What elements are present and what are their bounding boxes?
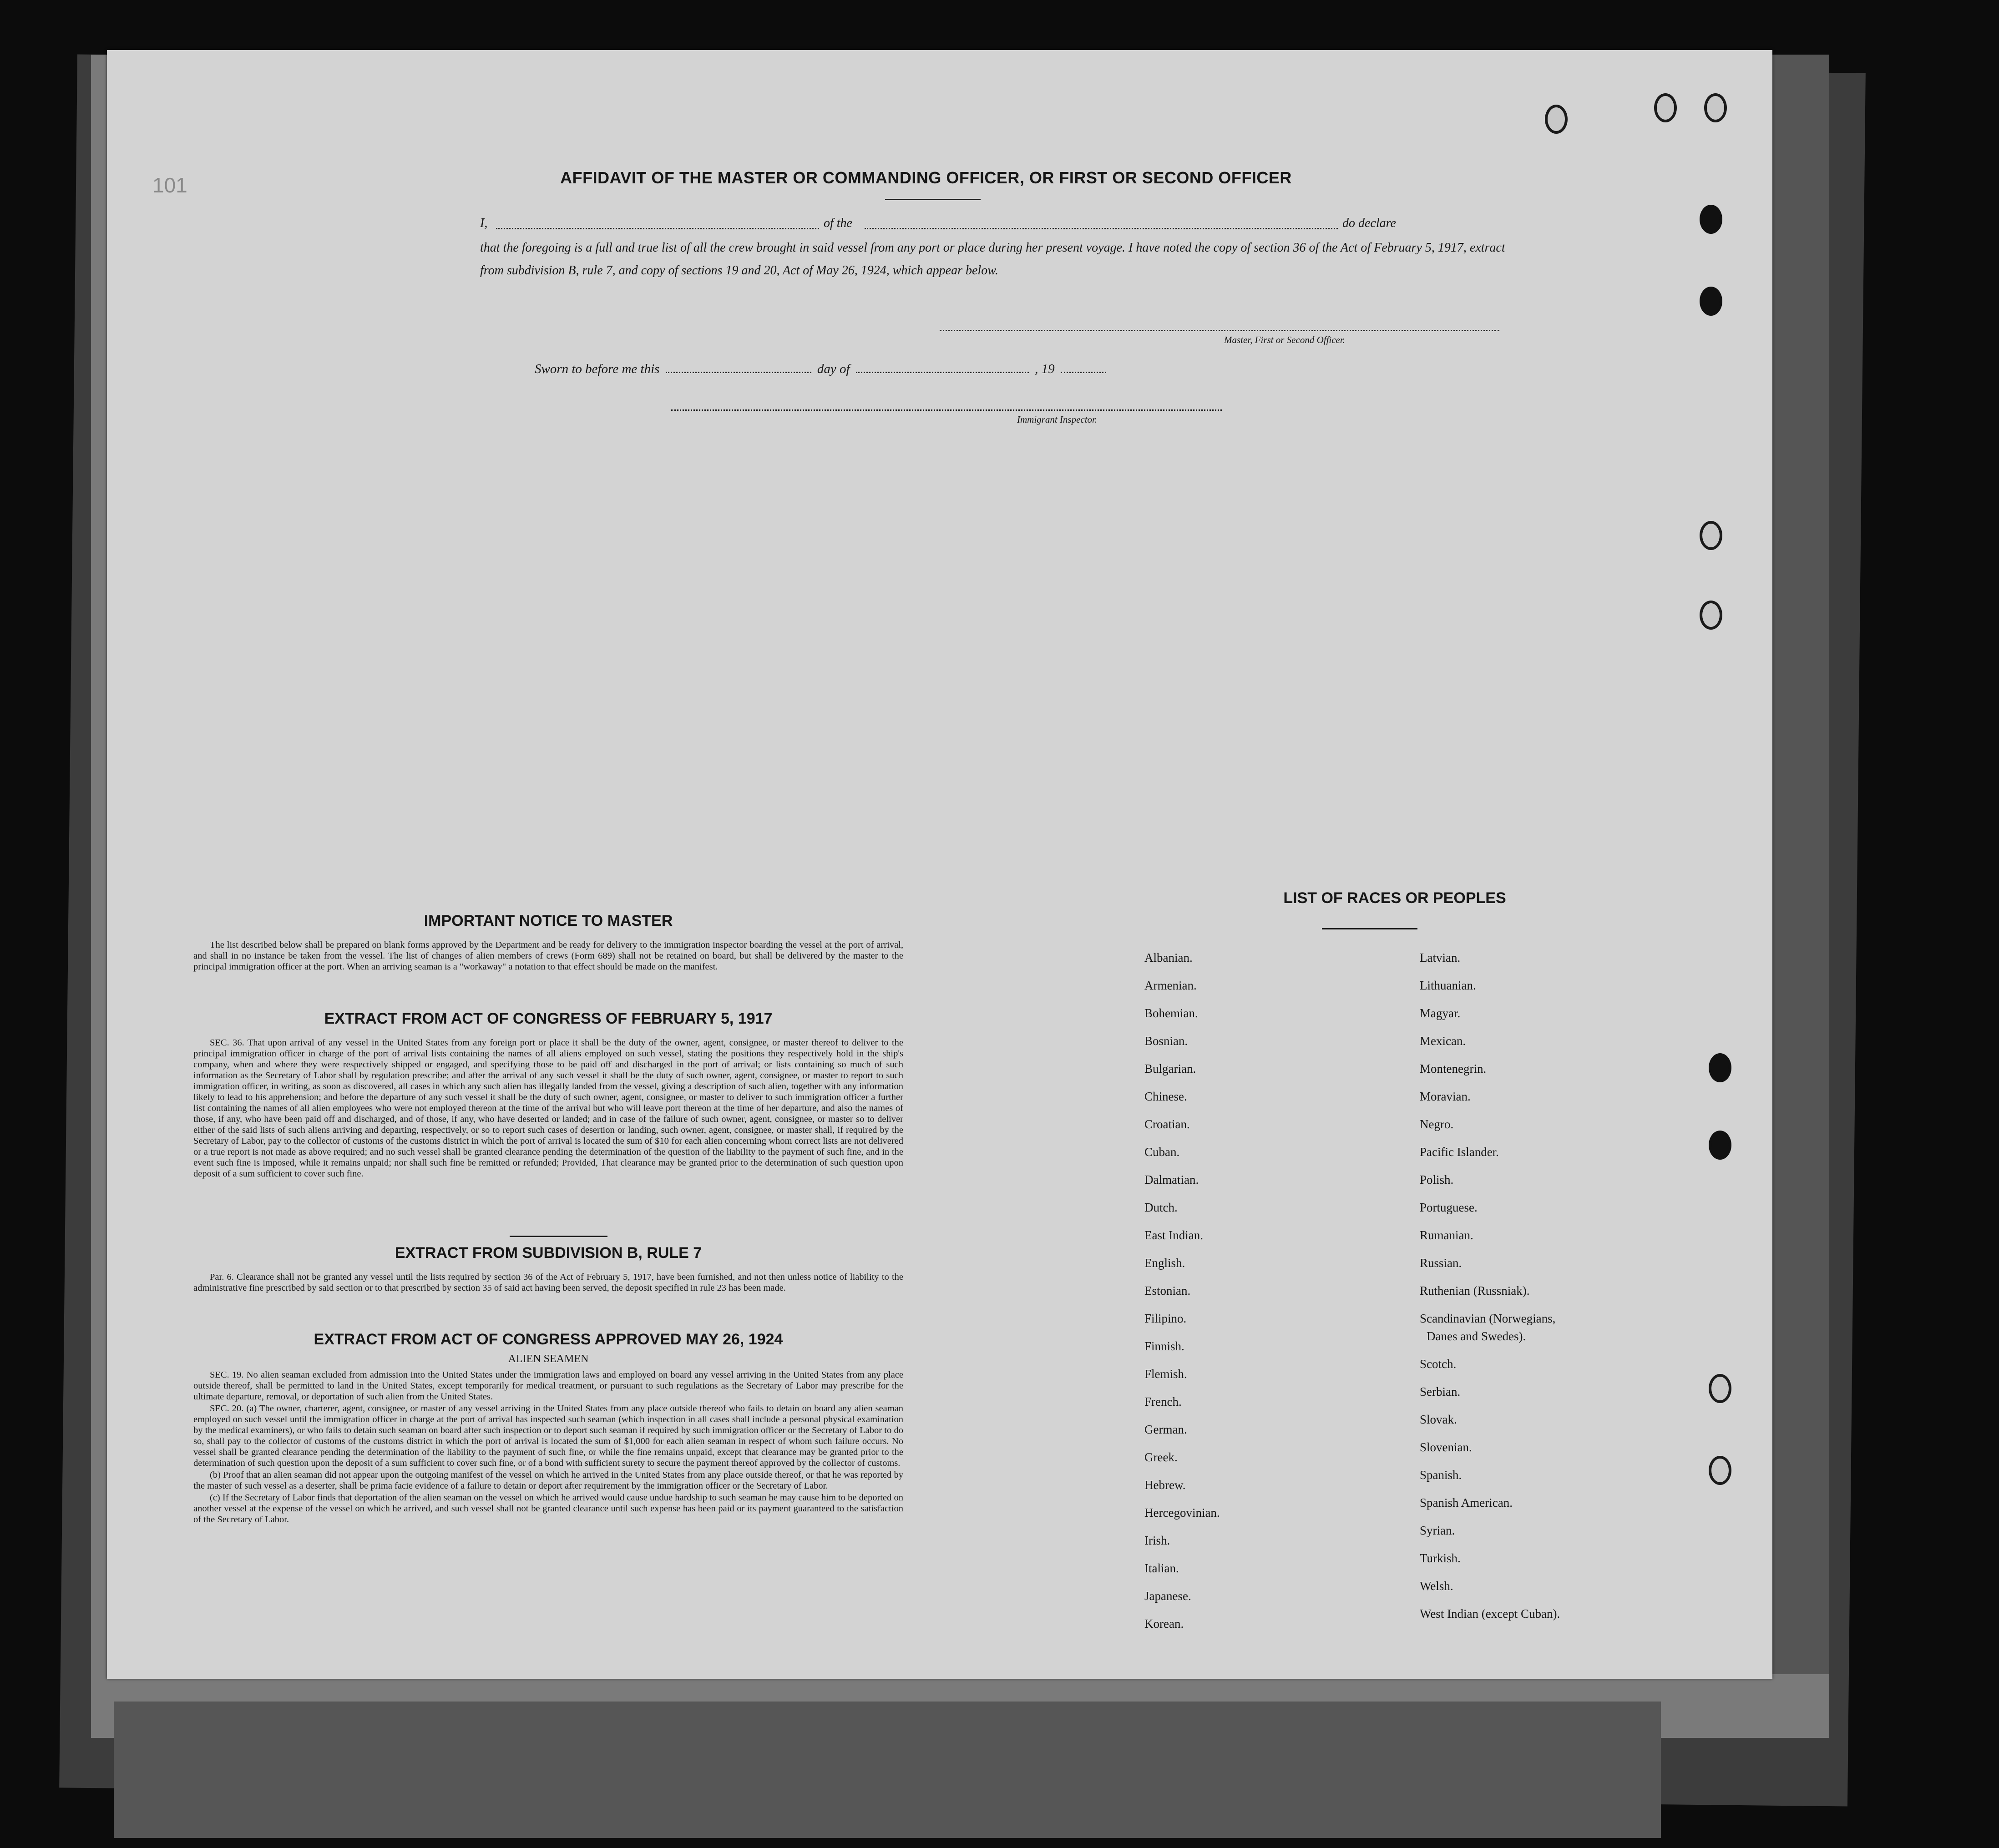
race-item: Syrian. xyxy=(1420,1524,1455,1537)
extract-1917-text xyxy=(193,1037,903,1180)
race-item: Dutch. xyxy=(1144,1201,1178,1214)
rule7-title: EXTRACT FROM SUBDIVISION B, RULE 7 xyxy=(395,1244,702,1262)
year-label: , 19 xyxy=(1035,362,1055,376)
race-item: German. xyxy=(1144,1423,1187,1436)
punch-hole xyxy=(1700,521,1722,550)
race-item: Flemish. xyxy=(1144,1367,1187,1381)
inspector-line[interactable] xyxy=(671,409,1222,411)
race-item: Portuguese. xyxy=(1420,1201,1478,1214)
background-paper-bottom xyxy=(114,1702,1661,1838)
race-item: Italian. xyxy=(1144,1561,1179,1575)
race-item: Hercegovinian. xyxy=(1144,1506,1220,1520)
race-item: Mexican. xyxy=(1420,1034,1466,1048)
race-item: Russian. xyxy=(1420,1256,1462,1270)
race-item: Serbian. xyxy=(1420,1385,1461,1399)
punch-hole xyxy=(1709,1456,1731,1485)
extract-1924-text xyxy=(193,1369,903,1526)
extract-1917-paragraph: SEC. 36. That upon arrival of any vessel in the United States from any foreign port or place it shall be the duty of the owner, agent, consignee, or master thereof to deliver to the principal immigration officer in charge of the port of arrival lists containing the names of all aliens employed on such vessel, stating the positions they respectively hold in the ship's company, when and where they were respectively shipped or engaged, and specifying those to be paid off and discharged in the port of arrival; or lists containing so much of such information as the Secretary of Labor shall by regulation prescribe; and after the arrival of any such vessel it shall be the duty of such owner, agent, consignee, or master to report to such immigration officer, in writing, as soon as discovered, all cases in which any such alien has illegally landed from the vessel, giving a description of such alien, together with any information likely to lead to his apprehension; and before the departure of any such vessel it shall be the duty of such owner, agent, consignee, or master to deliver to such immigration officer a further list containing the names of all alien employees who were not employed thereon at the time of the arrival but who will leave port thereon at the time of her departure, and also the names of those, if any, who have been paid off and discharged, and of those, if any, who have deserted or landed; and in case of the failure of such owner, agent, consignee, or master so to deliver either of the said lists of such aliens arriving and departing, respectively, or so to report such cases of desertion or landing, such owner, agent, consignee, or master shall, if required by the Secretary of Labor, pay to the collector of customs of the customs district in which the port of arrival is located the sum of $10 for each alien concerning whom correct lists are not delivered or a true report is not made as above required; and no such vessel shall be granted clearance pending the determination of the question of the liability to the payment of such fine, and in the event such fine is imposed, while it remains unpaid; nor shall such fine be remitted or refunded; Provided, That clearance may be granted prior to the determination of such question upon deposit of a sum sufficient to cover such fine. xyxy=(193,1038,903,1179)
race-item: Ruthenian (Russniak). xyxy=(1420,1284,1530,1298)
race-item: Armenian. xyxy=(1144,979,1197,992)
punch-hole xyxy=(1700,601,1722,630)
sec20c-paragraph: (c) If the Secretary of Labor finds that deportation of the alien seaman on the vessel on which he arrived would cause undue hardship to such seaman he may cause him to be deported on another vessel at the expense of the vessel on which he arrived, and such vessel shall not be granted clearance until such expense has been paid or its payment guaranteed to the satisfaction of the Secretary of Labor. xyxy=(193,1493,903,1525)
declaration-text: that the foregoing is a full and true list of all the crew brought in said vessel from any port or place during her present voyage. I have noted the copy of section 36 of the Act of February 5, 1917, extract from subdivision B, rule 7, and copy of sections 19 and 20, Act of May 26, 1924, which appear below. xyxy=(480,241,1505,278)
notice-paragraph: The list described below shall be prepared on blank forms approved by the Department and be ready for delivery to the immigration inspector boarding the vessel at the port of arrival, and shall in no instance be taken from the vessel. The list of changes of alien members of crews (Form 689) shall not be retained on board, but shall be delivered by the master to the principal immigration officer at the port. When an arriving seaman is a "workaway" a notation to that effect should be made on the manifest. xyxy=(193,940,903,972)
race-item: Welsh. xyxy=(1420,1579,1453,1593)
extract-1924-title: EXTRACT FROM ACT OF CONGRESS APPROVED MAY 26, 1924 xyxy=(314,1331,783,1348)
race-item: Irish. xyxy=(1144,1534,1170,1547)
race-item: Spanish American. xyxy=(1420,1496,1513,1510)
of-the-label: of the xyxy=(824,216,852,230)
sworn-row xyxy=(535,362,1106,377)
signature-line[interactable] xyxy=(940,330,1499,331)
punch-hole xyxy=(1700,287,1722,316)
race-item: Bosnian. xyxy=(1144,1034,1188,1048)
race-item: Croatian. xyxy=(1144,1117,1190,1131)
name-field[interactable] xyxy=(496,228,819,229)
section-rule xyxy=(510,1236,607,1237)
declare-label: do declare xyxy=(1342,216,1396,230)
race-item: Rumanian. xyxy=(1420,1228,1473,1242)
race-item: Latvian. xyxy=(1420,951,1461,964)
race-item: Bohemian. xyxy=(1144,1006,1198,1020)
month-field[interactable] xyxy=(856,372,1029,373)
race-item: Cuban. xyxy=(1144,1145,1180,1159)
race-item: Estonian. xyxy=(1144,1284,1191,1298)
race-item: Pacific Islander. xyxy=(1420,1145,1499,1159)
extract-1917-title: EXTRACT FROM ACT OF CONGRESS OF FEBRUARY 5, 1917 xyxy=(324,1010,773,1027)
race-item: Scotch. xyxy=(1420,1357,1457,1371)
race-item: Finnish. xyxy=(1144,1339,1184,1353)
race-item: Albanian. xyxy=(1144,951,1193,964)
sworn-text: Sworn to before me this xyxy=(535,362,660,376)
signature-label: Master, First or Second Officer. xyxy=(1224,334,1345,345)
race-item: Filipino. xyxy=(1144,1312,1187,1325)
notice-text xyxy=(193,939,903,973)
race-item: Spanish. xyxy=(1420,1468,1462,1482)
punch-hole xyxy=(1545,105,1568,134)
races-rule xyxy=(1322,928,1417,929)
race-item: Negro. xyxy=(1420,1117,1454,1131)
day-field[interactable] xyxy=(666,372,811,373)
race-item: Lithuanian. xyxy=(1420,979,1476,992)
punch-hole xyxy=(1709,1131,1731,1160)
day-of-label: day of xyxy=(817,362,850,376)
punch-hole xyxy=(1700,205,1722,234)
race-item: East Indian. xyxy=(1144,1228,1203,1242)
race-item: Danes and Swedes). xyxy=(1427,1329,1526,1343)
inspector-label: Immigrant Inspector. xyxy=(1017,414,1098,425)
race-item: Polish. xyxy=(1420,1173,1454,1187)
punch-hole xyxy=(1709,1053,1731,1082)
race-item: Hebrew. xyxy=(1144,1478,1186,1492)
notice-title: IMPORTANT NOTICE TO MASTER xyxy=(424,912,673,929)
punch-hole xyxy=(1709,1374,1731,1403)
sec20b-paragraph: (b) Proof that an alien seaman did not appear upon the outgoing manifest of the vessel on which he arrived in the United States from any place outside thereof, or that he was reported by the master of such vessel as a deserter, shall be prima facie evidence of a failure to detain or deport after requirement by the immigration officer or the Secretary of Labor. xyxy=(193,1470,903,1491)
race-item: Dalmatian. xyxy=(1144,1173,1199,1187)
vessel-field[interactable] xyxy=(865,228,1338,229)
race-item: Turkish. xyxy=(1420,1551,1461,1565)
race-item: Slovak. xyxy=(1420,1413,1457,1426)
race-item: Moravian. xyxy=(1420,1090,1471,1103)
race-item: Bulgarian. xyxy=(1144,1062,1196,1075)
race-item: Magyar. xyxy=(1420,1006,1461,1020)
race-item: Greek. xyxy=(1144,1450,1178,1464)
extract-1924-subtitle: ALIEN SEAMEN xyxy=(508,1353,589,1365)
race-item: West Indian (except Cuban). xyxy=(1420,1607,1560,1621)
race-item: Slovenian. xyxy=(1420,1440,1472,1454)
i-label: I, xyxy=(480,216,488,230)
margin-number: 101 xyxy=(152,173,187,197)
rule7-text xyxy=(193,1272,903,1294)
sec19-paragraph: SEC. 19. No alien seaman excluded from admission into the United States under the immigration laws and employed on board any vessel arriving in the United States from any place outside thereof, shall be permitted to land in the United States, except temporarily for medical treatment, or pursuant to such regulations as the Secretary of Labor may prescribe for the ultimate departure, removal, or deportation of such alien from the United States. xyxy=(193,1370,903,1402)
race-item: Japanese. xyxy=(1144,1589,1191,1603)
year-field[interactable] xyxy=(1061,372,1106,373)
race-item: Scandinavian (Norwegians, xyxy=(1420,1312,1556,1325)
race-item: Chinese. xyxy=(1144,1090,1187,1103)
title-rule xyxy=(885,199,981,200)
document-sheet xyxy=(107,50,1772,1679)
affidavit-title: AFFIDAVIT OF THE MASTER OR COMMANDING OFFICER, OR FIRST OR SECOND OFFICER xyxy=(560,168,1292,187)
race-item: French. xyxy=(1144,1395,1182,1409)
punch-hole xyxy=(1704,93,1727,122)
rule7-paragraph: Par. 6. Clearance shall not be granted any vessel until the lists required by section 36 of the Act of February 5, 1917, have been furnished, and not then unless notice of liability to the administrative fine prescribed by said section or to that prescribed by section 35 of said act having been served, the deposit specified in rule 23 has been made. xyxy=(193,1272,903,1293)
races-title: LIST OF RACES OR PEOPLES xyxy=(1283,889,1506,907)
race-item: English. xyxy=(1144,1256,1185,1270)
sec20a-paragraph: SEC. 20. (a) The owner, charterer, agent, consignee, or master of any vessel arriving in the United States from any place outside thereof who fails to detain on board any alien seaman employed on such vessel until the immigration officer in charge at the port of arrival has inspected such seaman (which inspection in all cases shall include a personal physical examination by the medical examiners), or who fails to detain such seaman on board after such inspection or to deport such seaman if required by such immigration officer or the Secretary of Labor to do so, shall pay to the collector of customs of the customs district in which the port of arrival is located the sum of $1,000 for each alien seaman in respect of whom such failure occurs. No vessel shall be granted clearance pending the determination of the liability to the payment of such fine, or while the fine remains unpaid, except that clearance may be granted prior to the determination of such question upon the deposit of a sum sufficient to cover such fine, or of a bond with sufficient surety to secure the payment thereof approved by the collector of customs. xyxy=(193,1404,903,1468)
punch-hole xyxy=(1654,93,1677,122)
race-item: Montenegrin. xyxy=(1420,1062,1487,1075)
race-item: Korean. xyxy=(1144,1617,1184,1631)
